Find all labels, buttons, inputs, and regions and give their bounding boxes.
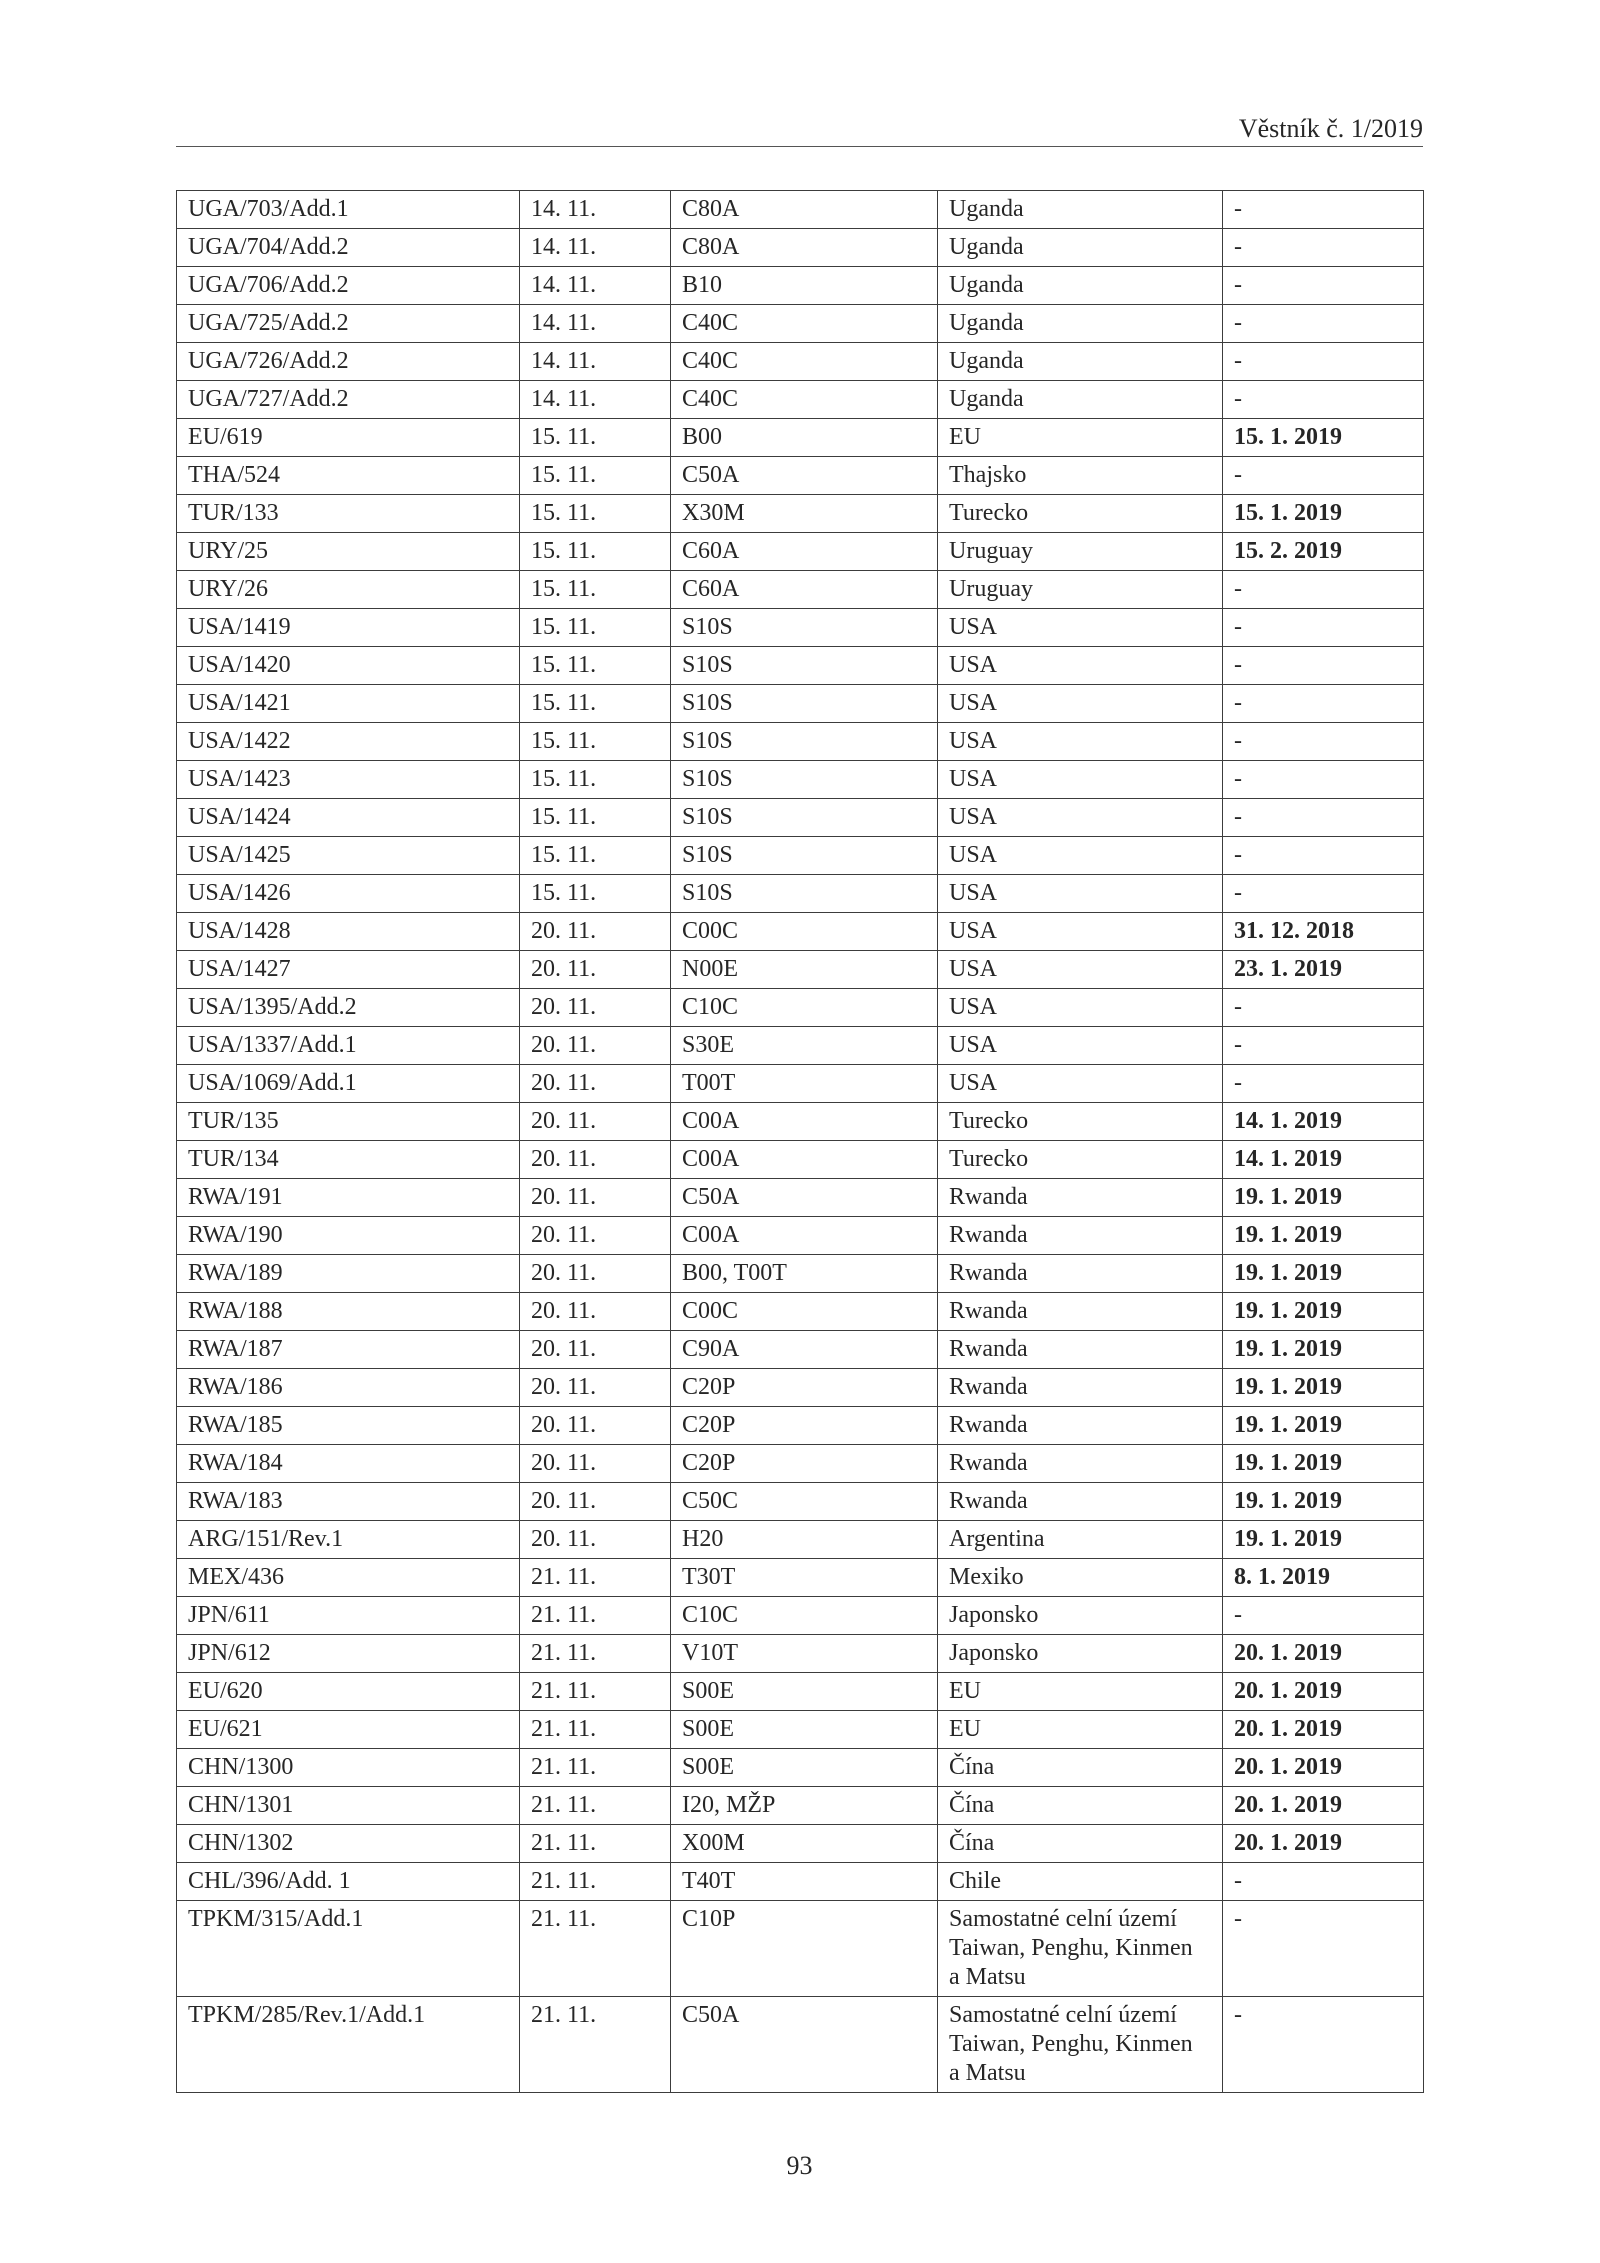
date-cell: 20. 11. — [520, 1331, 671, 1369]
codes-cell: C00C — [671, 1293, 938, 1331]
deadline-cell: - — [1223, 837, 1424, 875]
table-row — [177, 1027, 1424, 1065]
codes-cell: C80A — [671, 229, 938, 267]
reference-cell: TUR/134 — [177, 1141, 520, 1179]
date-cell: 20. 11. — [520, 1027, 671, 1065]
codes-cell: C90A — [671, 1331, 938, 1369]
table-row — [177, 1559, 1424, 1597]
table-row — [177, 1369, 1424, 1407]
date-cell: 21. 11. — [520, 1787, 671, 1825]
deadline-cell: 23. 1. 2019 — [1223, 951, 1424, 989]
deadline-cell: 20. 1. 2019 — [1223, 1825, 1424, 1863]
reference-cell: RWA/188 — [177, 1293, 520, 1331]
deadline-cell: - — [1223, 305, 1424, 343]
codes-cell: C40C — [671, 343, 938, 381]
reference-cell: TUR/135 — [177, 1103, 520, 1141]
codes-cell: S10S — [671, 875, 938, 913]
country-cell: Uruguay — [938, 571, 1223, 609]
codes-cell: T30T — [671, 1559, 938, 1597]
deadline-cell: 19. 1. 2019 — [1223, 1255, 1424, 1293]
reference-cell: USA/1424 — [177, 799, 520, 837]
codes-cell: B00 — [671, 419, 938, 457]
deadline-cell: 19. 1. 2019 — [1223, 1179, 1424, 1217]
codes-cell: H20 — [671, 1521, 938, 1559]
reference-cell: UGA/725/Add.2 — [177, 305, 520, 343]
date-cell: 20. 11. — [520, 951, 671, 989]
deadline-cell: 20. 1. 2019 — [1223, 1787, 1424, 1825]
deadline-cell: 19. 1. 2019 — [1223, 1407, 1424, 1445]
date-cell: 15. 11. — [520, 571, 671, 609]
deadline-cell: - — [1223, 457, 1424, 495]
deadline-cell: 19. 1. 2019 — [1223, 1293, 1424, 1331]
date-cell: 20. 11. — [520, 1179, 671, 1217]
country-cell: Japonsko — [938, 1597, 1223, 1635]
country-cell: USA — [938, 837, 1223, 875]
date-cell: 21. 11. — [520, 1635, 671, 1673]
country-cell: Rwanda — [938, 1369, 1223, 1407]
country-cell: Rwanda — [938, 1483, 1223, 1521]
deadline-cell: - — [1223, 1997, 1424, 2093]
table-row — [177, 1179, 1424, 1217]
reference-cell: USA/1426 — [177, 875, 520, 913]
reference-cell: CHN/1302 — [177, 1825, 520, 1863]
table-row — [177, 1825, 1424, 1863]
deadline-cell: - — [1223, 609, 1424, 647]
country-cell: Japonsko — [938, 1635, 1223, 1673]
codes-cell: C20P — [671, 1445, 938, 1483]
table-row — [177, 1255, 1424, 1293]
date-cell: 20. 11. — [520, 1217, 671, 1255]
reference-cell: UGA/706/Add.2 — [177, 267, 520, 305]
codes-cell: C50A — [671, 457, 938, 495]
reference-cell: EU/620 — [177, 1673, 520, 1711]
codes-cell: C50C — [671, 1483, 938, 1521]
country-cell: Mexiko — [938, 1559, 1223, 1597]
country-cell: USA — [938, 647, 1223, 685]
codes-cell: C00C — [671, 913, 938, 951]
country-cell: USA — [938, 761, 1223, 799]
date-cell: 20. 11. — [520, 913, 671, 951]
reference-cell: TUR/133 — [177, 495, 520, 533]
country-cell: Rwanda — [938, 1179, 1223, 1217]
codes-cell: C10C — [671, 989, 938, 1027]
reference-cell: TPKM/285/Rev.1/Add.1 — [177, 1997, 520, 2093]
table-row — [177, 837, 1424, 875]
date-cell: 14. 11. — [520, 305, 671, 343]
country-cell: Uganda — [938, 343, 1223, 381]
table-row — [177, 1331, 1424, 1369]
table-row — [177, 609, 1424, 647]
codes-cell: C10P — [671, 1901, 938, 1997]
country-cell: Turecko — [938, 495, 1223, 533]
reference-cell: UGA/727/Add.2 — [177, 381, 520, 419]
date-cell: 21. 11. — [520, 1863, 671, 1901]
country-cell: USA — [938, 685, 1223, 723]
date-cell: 21. 11. — [520, 1673, 671, 1711]
table-row — [177, 1635, 1424, 1673]
codes-cell: T00T — [671, 1065, 938, 1103]
codes-cell: S10S — [671, 647, 938, 685]
date-cell: 20. 11. — [520, 1369, 671, 1407]
reference-cell: RWA/184 — [177, 1445, 520, 1483]
codes-cell: S00E — [671, 1711, 938, 1749]
date-cell: 20. 11. — [520, 1521, 671, 1559]
reference-cell: EU/621 — [177, 1711, 520, 1749]
country-cell: Uganda — [938, 305, 1223, 343]
table-row — [177, 1407, 1424, 1445]
country-cell: Thajsko — [938, 457, 1223, 495]
deadline-cell: - — [1223, 1863, 1424, 1901]
codes-cell: S10S — [671, 799, 938, 837]
codes-cell: C00A — [671, 1141, 938, 1179]
deadline-cell: 14. 1. 2019 — [1223, 1103, 1424, 1141]
table-row — [177, 267, 1424, 305]
table-row — [177, 305, 1424, 343]
codes-cell: S00E — [671, 1673, 938, 1711]
table-row — [177, 533, 1424, 571]
date-cell: 15. 11. — [520, 495, 671, 533]
date-cell: 20. 11. — [520, 989, 671, 1027]
reference-cell: USA/1423 — [177, 761, 520, 799]
deadline-cell: - — [1223, 267, 1424, 305]
reference-cell: THA/524 — [177, 457, 520, 495]
reference-cell: USA/1428 — [177, 913, 520, 951]
country-cell: Uganda — [938, 267, 1223, 305]
codes-cell: C00A — [671, 1103, 938, 1141]
date-cell: 20. 11. — [520, 1293, 671, 1331]
country-cell: EU — [938, 419, 1223, 457]
deadline-cell: - — [1223, 761, 1424, 799]
deadline-cell: 20. 1. 2019 — [1223, 1673, 1424, 1711]
reference-cell: USA/1395/Add.2 — [177, 989, 520, 1027]
reference-cell: USA/1421 — [177, 685, 520, 723]
table-row — [177, 1141, 1424, 1179]
data-table — [176, 190, 1424, 2093]
date-cell: 20. 11. — [520, 1103, 671, 1141]
table-row — [177, 989, 1424, 1027]
table-row — [177, 1863, 1424, 1901]
codes-cell: C40C — [671, 381, 938, 419]
date-cell: 15. 11. — [520, 609, 671, 647]
country-cell: Rwanda — [938, 1407, 1223, 1445]
table-row — [177, 875, 1424, 913]
table-row — [177, 1673, 1424, 1711]
codes-cell: C60A — [671, 533, 938, 571]
deadline-cell: 15. 1. 2019 — [1223, 495, 1424, 533]
codes-cell: C20P — [671, 1407, 938, 1445]
date-cell: 15. 11. — [520, 457, 671, 495]
deadline-cell: 19. 1. 2019 — [1223, 1217, 1424, 1255]
reference-cell: CHN/1301 — [177, 1787, 520, 1825]
date-cell: 15. 11. — [520, 837, 671, 875]
country-cell: USA — [938, 875, 1223, 913]
reference-cell: URY/26 — [177, 571, 520, 609]
table-row — [177, 723, 1424, 761]
date-cell: 21. 11. — [520, 1825, 671, 1863]
table-row — [177, 1901, 1424, 1997]
date-cell: 20. 11. — [520, 1483, 671, 1521]
table-row — [177, 799, 1424, 837]
reference-cell: RWA/186 — [177, 1369, 520, 1407]
deadline-cell: 15. 1. 2019 — [1223, 419, 1424, 457]
reference-cell: USA/1337/Add.1 — [177, 1027, 520, 1065]
table-row — [177, 419, 1424, 457]
date-cell: 14. 11. — [520, 229, 671, 267]
table-row — [177, 381, 1424, 419]
deadline-cell: 19. 1. 2019 — [1223, 1521, 1424, 1559]
deadline-cell: 19. 1. 2019 — [1223, 1369, 1424, 1407]
deadline-cell: - — [1223, 1597, 1424, 1635]
page-number: 93 — [786, 2151, 813, 2180]
reference-cell: EU/619 — [177, 419, 520, 457]
codes-cell: C40C — [671, 305, 938, 343]
country-cell: Samostatné celní území Taiwan, Penghu, Kinmen a Matsu — [938, 1997, 1223, 2093]
deadline-cell: 19. 1. 2019 — [1223, 1331, 1424, 1369]
deadline-cell: 20. 1. 2019 — [1223, 1635, 1424, 1673]
deadline-cell: - — [1223, 381, 1424, 419]
table-row — [177, 913, 1424, 951]
date-cell: 20. 11. — [520, 1141, 671, 1179]
reference-cell: CHL/396/Add. 1 — [177, 1863, 520, 1901]
table-row — [177, 1521, 1424, 1559]
reference-cell: USA/1422 — [177, 723, 520, 761]
codes-cell: X30M — [671, 495, 938, 533]
table-row — [177, 1293, 1424, 1331]
country-cell: Samostatné celní území Taiwan, Penghu, Kinmen a Matsu — [938, 1901, 1223, 1997]
deadline-cell: 19. 1. 2019 — [1223, 1445, 1424, 1483]
country-cell: USA — [938, 609, 1223, 647]
table-row — [177, 571, 1424, 609]
deadline-cell: - — [1223, 875, 1424, 913]
reference-cell: RWA/191 — [177, 1179, 520, 1217]
deadline-cell: - — [1223, 1901, 1424, 1997]
deadline-cell: 20. 1. 2019 — [1223, 1749, 1424, 1787]
country-cell: USA — [938, 989, 1223, 1027]
table-row — [177, 191, 1424, 229]
table-row — [177, 647, 1424, 685]
reference-cell: CHN/1300 — [177, 1749, 520, 1787]
deadline-cell: - — [1223, 989, 1424, 1027]
country-cell: Uganda — [938, 191, 1223, 229]
country-cell: USA — [938, 913, 1223, 951]
table-row — [177, 761, 1424, 799]
codes-cell: C10C — [671, 1597, 938, 1635]
date-cell: 20. 11. — [520, 1255, 671, 1293]
country-cell: Čína — [938, 1825, 1223, 1863]
codes-cell: B00, T00T — [671, 1255, 938, 1293]
reference-cell: MEX/436 — [177, 1559, 520, 1597]
date-cell: 20. 11. — [520, 1065, 671, 1103]
reference-cell: RWA/187 — [177, 1331, 520, 1369]
deadline-cell: 20. 1. 2019 — [1223, 1711, 1424, 1749]
running-header: Věstník č. 1/2019 — [176, 114, 1423, 147]
country-cell: Rwanda — [938, 1217, 1223, 1255]
country-cell: USA — [938, 951, 1223, 989]
country-cell: Chile — [938, 1863, 1223, 1901]
country-cell: Rwanda — [938, 1293, 1223, 1331]
codes-cell: C20P — [671, 1369, 938, 1407]
deadline-cell: - — [1223, 343, 1424, 381]
reference-cell: USA/1420 — [177, 647, 520, 685]
deadline-cell: - — [1223, 191, 1424, 229]
country-cell: Uganda — [938, 381, 1223, 419]
country-cell: Turecko — [938, 1103, 1223, 1141]
date-cell: 21. 11. — [520, 1901, 671, 1997]
table-row — [177, 1711, 1424, 1749]
codes-cell: N00E — [671, 951, 938, 989]
table-row — [177, 1749, 1424, 1787]
deadline-cell: - — [1223, 229, 1424, 267]
table-row — [177, 1445, 1424, 1483]
date-cell: 14. 11. — [520, 381, 671, 419]
codes-cell: X00M — [671, 1825, 938, 1863]
table-body — [177, 191, 1424, 2093]
date-cell: 20. 11. — [520, 1407, 671, 1445]
reference-cell: RWA/185 — [177, 1407, 520, 1445]
table-row — [177, 1217, 1424, 1255]
country-cell: USA — [938, 723, 1223, 761]
date-cell: 15. 11. — [520, 761, 671, 799]
codes-cell: S30E — [671, 1027, 938, 1065]
codes-cell: C50A — [671, 1179, 938, 1217]
deadline-cell: - — [1223, 647, 1424, 685]
deadline-cell: - — [1223, 1065, 1424, 1103]
deadline-cell: 15. 2. 2019 — [1223, 533, 1424, 571]
date-cell: 15. 11. — [520, 685, 671, 723]
reference-cell: USA/1427 — [177, 951, 520, 989]
country-cell: Turecko — [938, 1141, 1223, 1179]
reference-cell: UGA/726/Add.2 — [177, 343, 520, 381]
codes-cell: T40T — [671, 1863, 938, 1901]
date-cell: 14. 11. — [520, 343, 671, 381]
date-cell: 15. 11. — [520, 799, 671, 837]
table-row — [177, 1597, 1424, 1635]
date-cell: 14. 11. — [520, 191, 671, 229]
deadline-cell: - — [1223, 723, 1424, 761]
date-cell: 21. 11. — [520, 1749, 671, 1787]
country-cell: EU — [938, 1711, 1223, 1749]
table-row — [177, 951, 1424, 989]
reference-cell: JPN/612 — [177, 1635, 520, 1673]
country-cell: Uganda — [938, 229, 1223, 267]
codes-cell: V10T — [671, 1635, 938, 1673]
reference-cell: USA/1425 — [177, 837, 520, 875]
codes-cell: S10S — [671, 837, 938, 875]
date-cell: 21. 11. — [520, 1597, 671, 1635]
date-cell: 21. 11. — [520, 1711, 671, 1749]
codes-cell: C60A — [671, 571, 938, 609]
date-cell: 15. 11. — [520, 419, 671, 457]
codes-cell: C50A — [671, 1997, 938, 2093]
table-row — [177, 495, 1424, 533]
reference-cell: ARG/151/Rev.1 — [177, 1521, 520, 1559]
date-cell: 21. 11. — [520, 1559, 671, 1597]
codes-cell: C80A — [671, 191, 938, 229]
reference-cell: RWA/183 — [177, 1483, 520, 1521]
date-cell: 15. 11. — [520, 647, 671, 685]
codes-cell: S00E — [671, 1749, 938, 1787]
deadline-cell: - — [1223, 799, 1424, 837]
deadline-cell: 14. 1. 2019 — [1223, 1141, 1424, 1179]
codes-cell: S10S — [671, 685, 938, 723]
table-row — [177, 1483, 1424, 1521]
reference-cell: TPKM/315/Add.1 — [177, 1901, 520, 1997]
table-row — [177, 1997, 1424, 2093]
country-cell: Rwanda — [938, 1255, 1223, 1293]
reference-cell: USA/1069/Add.1 — [177, 1065, 520, 1103]
country-cell: USA — [938, 1065, 1223, 1103]
codes-cell: S10S — [671, 723, 938, 761]
country-cell: Rwanda — [938, 1331, 1223, 1369]
table-row — [177, 685, 1424, 723]
country-cell: Uruguay — [938, 533, 1223, 571]
date-cell: 20. 11. — [520, 1445, 671, 1483]
codes-cell: I20, MŽP — [671, 1787, 938, 1825]
country-cell: USA — [938, 799, 1223, 837]
table-row — [177, 1103, 1424, 1141]
table-row — [177, 1065, 1424, 1103]
table-row — [177, 1787, 1424, 1825]
table-row — [177, 229, 1424, 267]
reference-cell: UGA/703/Add.1 — [177, 191, 520, 229]
deadline-cell: 8. 1. 2019 — [1223, 1559, 1424, 1597]
date-cell: 15. 11. — [520, 875, 671, 913]
country-cell: Argentina — [938, 1521, 1223, 1559]
country-cell: Rwanda — [938, 1445, 1223, 1483]
deadline-cell: - — [1223, 685, 1424, 723]
country-cell: EU — [938, 1673, 1223, 1711]
reference-cell: UGA/704/Add.2 — [177, 229, 520, 267]
date-cell: 15. 11. — [520, 723, 671, 761]
deadline-cell: 19. 1. 2019 — [1223, 1483, 1424, 1521]
reference-cell: URY/25 — [177, 533, 520, 571]
country-cell: Čína — [938, 1787, 1223, 1825]
table-row — [177, 457, 1424, 495]
date-cell: 15. 11. — [520, 533, 671, 571]
codes-cell: C00A — [671, 1217, 938, 1255]
deadline-cell: - — [1223, 1027, 1424, 1065]
deadline-cell: 31. 12. 2018 — [1223, 913, 1424, 951]
reference-cell: USA/1419 — [177, 609, 520, 647]
reference-cell: RWA/190 — [177, 1217, 520, 1255]
codes-cell: B10 — [671, 267, 938, 305]
reference-cell: JPN/611 — [177, 1597, 520, 1635]
date-cell: 21. 11. — [520, 1997, 671, 2093]
country-cell: USA — [938, 1027, 1223, 1065]
deadline-cell: - — [1223, 571, 1424, 609]
reference-cell: RWA/189 — [177, 1255, 520, 1293]
codes-cell: S10S — [671, 761, 938, 799]
codes-cell: S10S — [671, 609, 938, 647]
date-cell: 14. 11. — [520, 267, 671, 305]
table-row — [177, 343, 1424, 381]
country-cell: Čína — [938, 1749, 1223, 1787]
